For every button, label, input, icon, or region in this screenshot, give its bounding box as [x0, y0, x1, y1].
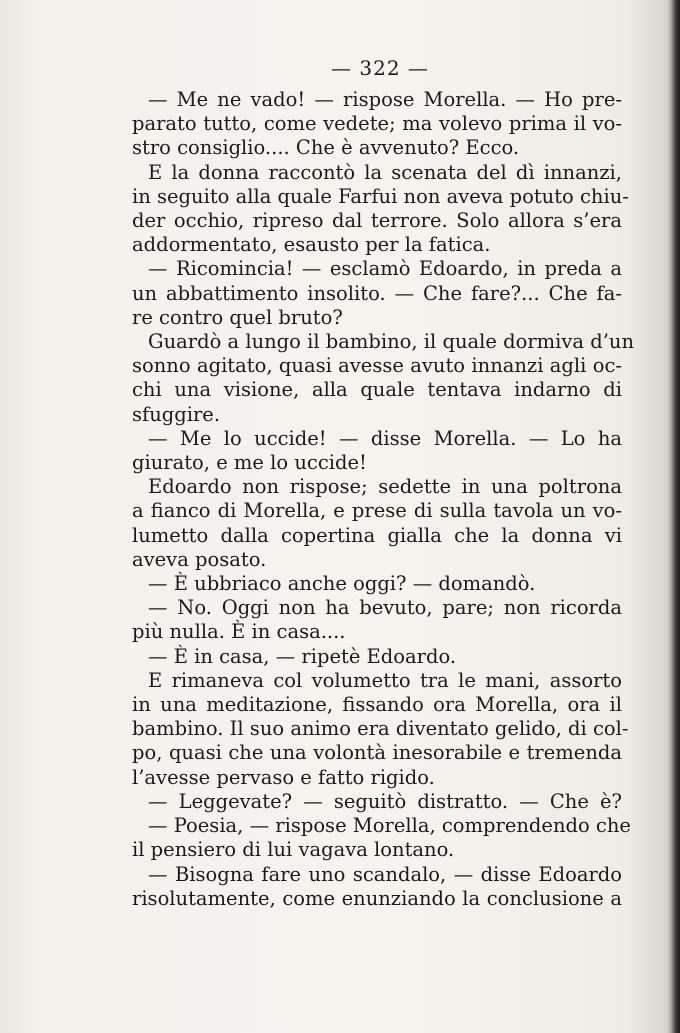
text-line: po, quasi che una volontà inesorabile e tremenda: [132, 741, 622, 765]
text-line: addormentato, esausto per la fatica.: [132, 233, 491, 257]
body-text: [132, 88, 635, 911]
text-line: più nulla. È in casa....: [132, 620, 346, 644]
text-line: E la donna raccontò la scenata del dì innanzi,: [148, 160, 622, 184]
text-line: l’avesse pervaso e fatto rigido.: [132, 765, 435, 789]
text-line: E rimaneva col volumetto tra le mani, assorto: [148, 668, 622, 692]
text-line: — No. Oggi non ha bevuto, pare; non ricorda: [148, 596, 622, 620]
text-line: sfuggire.: [132, 402, 221, 426]
text-line: Guardò a lungo il bambino, il quale dormiva d’un: [148, 330, 635, 354]
text-line: a fianco di Morella, e prese di sulla tavola un vo-: [132, 499, 622, 523]
text-line: parato tutto, come vedete; ma volevo prima il vo-: [132, 112, 622, 136]
text-line: il pensiero di lui vagava lontano.: [132, 838, 455, 862]
text-line: — È ubbriaco anche oggi? — domandò.: [148, 572, 536, 596]
text-line: risolutamente, come enunziando la conclusione a: [132, 886, 622, 910]
text-line: — Leggevate? — seguitò distratto. — Che è?: [148, 789, 622, 813]
page-edge-shadow: [670, 0, 680, 1033]
text-line: — Me ne vado! — rispose Morella. — Ho pre-: [148, 88, 622, 111]
text-line: aveva posato.: [132, 547, 267, 571]
text-line: — Ricomincia! — esclamò Edoardo, in preda a: [148, 257, 622, 281]
text-line: giurato, e me lo uccide!: [132, 451, 367, 475]
text-line: — È in casa, — ripetè Edoardo.: [148, 644, 457, 668]
page-number: — 322 —: [331, 56, 429, 80]
text-line: sonno agitato, quasi avesse avuto innanzi agli oc-: [132, 354, 622, 378]
text-line: in seguito alla quale Farfui non aveva potuto chiu-: [132, 184, 629, 208]
text-line: un abbattimento insolito. — Che fare?... Che fa-: [132, 281, 622, 305]
text-line: der occhio, ripreso dal terrore. Solo allora s’era: [132, 209, 622, 233]
text-line: — Bisogna fare uno scandalo, — disse Edoardo: [148, 862, 622, 886]
text-line: lumetto dalla copertina gialla che la donna vi: [132, 523, 622, 547]
text-line: in una meditazione, fissando ora Morella, ora il: [132, 693, 622, 717]
text-line: Edoardo non rispose; sedette in una poltrona: [148, 475, 622, 499]
text-line: — Poesia, — rispose Morella, comprendendo che: [148, 814, 631, 838]
text-line: chi una visione, alla quale tentava indarno di: [132, 378, 622, 402]
text-line: re contro quel bruto?: [132, 305, 343, 329]
text-line: bambino. Il suo animo era diventato gelido, di col-: [132, 717, 629, 741]
text-line: stro consiglio.... Che è avvenuto? Ecco.: [132, 136, 520, 160]
text-line: — Me lo uccide! — disse Morella. — Lo ha: [148, 426, 622, 450]
